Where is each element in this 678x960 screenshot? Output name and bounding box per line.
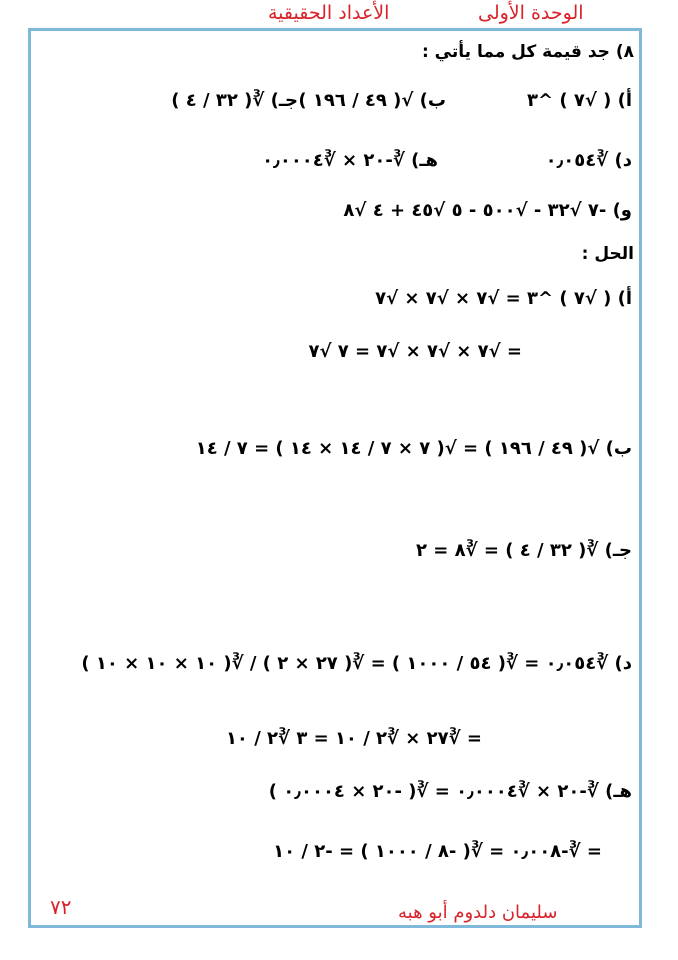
solution-e-line2: = ∛-٠٫٠٠٨ = ∛( -٨ / ١٠٠٠ ) = -٢ / ١٠ bbox=[273, 841, 602, 862]
problem-a: أ) ( √٧ ) ^٣ bbox=[526, 90, 632, 111]
solution-c: جـ) ∛( ٣٢ / ٤ ) = ∛٨ = ٢ bbox=[416, 540, 632, 561]
solution-b: ب) √( ٤٩ / ١٩٦ ) = √( ٧ × ٧ / ١٤ × ١٤ ) = ٧ / ١٤ bbox=[195, 438, 632, 459]
question-8: ٨) جد قيمة كل مما يأتي : bbox=[421, 42, 634, 62]
page-number: ٧٢ bbox=[50, 895, 72, 919]
solution-e-line1: هـ) ∛-٢٠ × ∛٠٫٠٠٠٤ = ∛( -٢٠ × ٠٫٠٠٠٤ ) bbox=[268, 781, 632, 802]
topic-title: الأعداد الحقيقية bbox=[268, 2, 390, 24]
problem-d: د) ∛٠٫٠٥٤ bbox=[545, 150, 632, 171]
unit-title: الوحدة الأولى bbox=[478, 2, 584, 24]
problem-e: هـ) ∛-٢٠ × ∛٠٫٠٠٠٤ bbox=[262, 150, 438, 171]
author-name: سليمان دلدوم أبو هبه bbox=[398, 902, 558, 923]
solution-d-line2: = ∛٢٧ × ∛٢ / ١٠ = ٣ ∛٢ / ١٠ bbox=[225, 728, 482, 749]
solution-d-line1: د) ∛٠٫٠٥٤ = ∛( ٥٤ / ١٠٠٠ ) = ∛( ٢٧ × ٢ ) / ∛( ١٠ × ١٠ × ١٠ ) bbox=[81, 653, 632, 674]
solution-a-line2: = √٧ × √٧ × √٧ = ٧ √٧ bbox=[308, 341, 522, 362]
problem-c: جـ) ∛( ٣٢ / ٤ ) bbox=[171, 90, 298, 111]
solution-label: الحل : bbox=[581, 244, 634, 264]
problem-b: ب) √( ٤٩ / ١٩٦ ) bbox=[298, 90, 446, 111]
solution-a-line1: أ) ( √٧ ) ^٣ = √٧ × √٧ × √٧ bbox=[375, 288, 632, 309]
problem-f: و) -٧ √٣٢ - √٥٠٠ - ٥ √٤٥ + ٤ √٨ bbox=[343, 200, 632, 221]
